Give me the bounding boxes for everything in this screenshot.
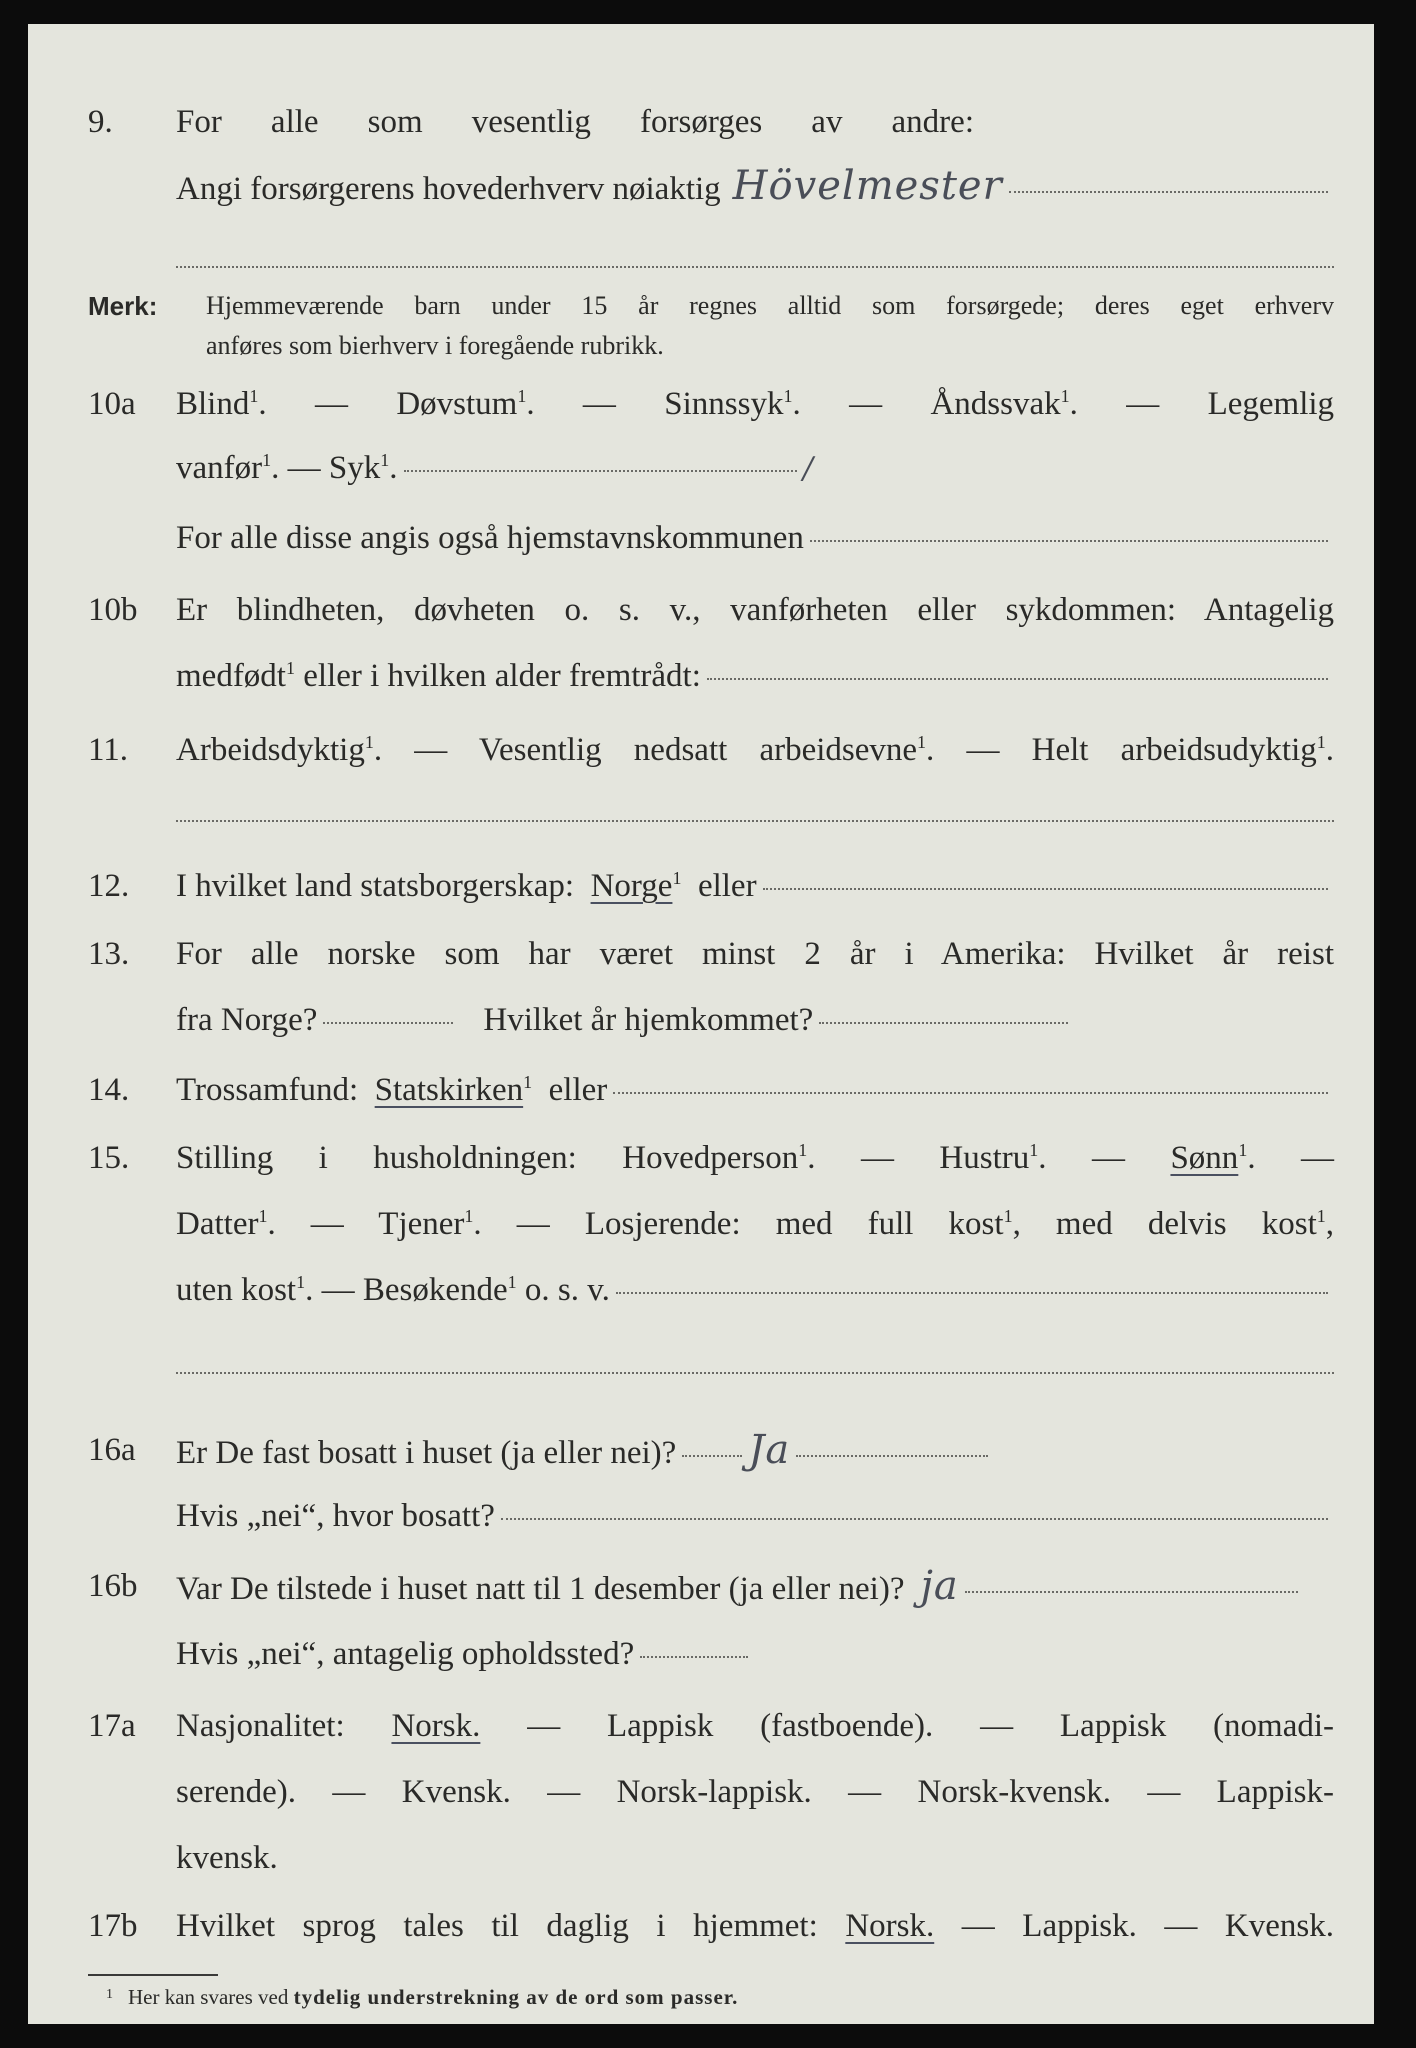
question-15	[28, 1132, 1374, 1184]
answer-line	[819, 1022, 1068, 1024]
note-text: Hjemmeværende barn under 15 år regnes alltid som forsørgede; deres eget erhverv	[206, 291, 1334, 320]
question-number: 11.	[88, 732, 129, 768]
question-17a	[28, 1700, 1374, 1752]
answer-line	[682, 1455, 742, 1457]
question-text: Arbeidsdyktig$^1$. — Vesentlig nedsatt arbeidsevne$^1$. — Helt arbeidsudyktig$^1$.	[176, 732, 1335, 768]
question-text: Nasjonalitet: Norsk. — Lappisk (fastboende). — Lappisk (nomadi-	[176, 1708, 1335, 1744]
question-10a-line3	[28, 512, 1374, 564]
answer-line	[323, 1022, 453, 1024]
question-13-line2	[28, 994, 1374, 1046]
census-form-page	[28, 24, 1374, 2024]
question-text: Datter$^1$. — Tjener$^1$. — Losjerende: med full kost$^1$, med delvis kost$^1$,	[176, 1206, 1334, 1242]
question-16a	[28, 1424, 1374, 1476]
answer-line	[404, 470, 797, 472]
question-14	[28, 1064, 1374, 1116]
question-number: 10b	[88, 592, 138, 628]
question-number: 13.	[88, 936, 130, 972]
question-text: For alle disse angis også hjemstavnskommunen	[176, 520, 804, 556]
question-text: vanfør$^1$. — Syk$^1$.	[176, 450, 398, 486]
question-text: I hvilket land statsborgerskap: Norge$^1$ eller	[176, 868, 757, 904]
underlined-choice: Norsk.	[845, 1908, 935, 1944]
answer-line	[501, 1518, 1328, 1520]
question-17b	[28, 1900, 1374, 1952]
question-text: Hvis „nei“, antagelig opholdssted?	[176, 1636, 635, 1672]
underlined-choice: Norsk.	[391, 1708, 481, 1744]
handwritten-mark: /	[802, 451, 814, 486]
question-text: Hvilket år hjemkommet?	[483, 1002, 814, 1038]
question-number: 17a	[88, 1708, 136, 1744]
answer-line	[707, 678, 1328, 680]
question-text: serende). — Kvensk. — Norsk-lappisk. — Norsk-kvensk. — Lappisk-	[176, 1774, 1334, 1810]
question-text: Blind$^1$. — Døvstum$^1$. — Sinnssyk$^1$. — Åndssvak$^1$. — Legemlig	[176, 386, 1335, 422]
question-text: medfødt$^1$ eller i hvilken alder fremtrådt:	[176, 658, 701, 694]
answer-line	[763, 888, 1328, 890]
question-text: Stilling i husholdningen: Hovedperson$^1$. — Hustru$^1$. — Sønn$^1$. —	[176, 1140, 1335, 1176]
question-10a	[28, 378, 1374, 430]
question-13	[28, 928, 1374, 980]
question-16b-line2	[28, 1628, 1374, 1680]
question-number: 16b	[88, 1568, 138, 1604]
question-text: uten kost$^1$. — Besøkende$^1$ o. s. v.	[176, 1272, 610, 1308]
footnote-rule	[88, 1974, 218, 1976]
footnote: 1 Her kan svares ved tydelig understrekning av de ord som passer.	[128, 1982, 738, 2012]
question-text: Angi forsørgerens hovederhverv nøiaktig	[176, 171, 721, 207]
handwritten-answer: ja	[920, 1563, 959, 1609]
question-text: For alle norske som har været minst 2 år i Amerika: Hvilket år reist	[176, 936, 1334, 972]
note-text: anføres som bierhverv i foregående rubrikk.	[206, 331, 664, 360]
question-9-line2	[28, 160, 1374, 212]
question-10a-line2	[28, 442, 1374, 494]
question-15-line3	[28, 1264, 1374, 1316]
question-number: 14.	[88, 1072, 130, 1108]
question-9	[28, 96, 1374, 148]
answer-line	[810, 540, 1328, 542]
question-text: fra Norge?	[176, 1002, 318, 1038]
question-number: 17b	[88, 1908, 138, 1944]
question-16b	[28, 1560, 1374, 1612]
handwritten-answer: Ja	[748, 1427, 791, 1473]
answer-line	[616, 1292, 1328, 1294]
question-text: Trossamfund: Statskirken$^1$ eller	[176, 1072, 608, 1108]
handwritten-answer: Hövelmester	[732, 163, 1003, 209]
question-17a-line3	[28, 1832, 1374, 1884]
answer-line	[613, 1092, 1328, 1094]
question-text: Er blindheten, døvheten o. s. v., vanførheten eller sykdommen: Antagelig	[176, 592, 1334, 628]
question-text: For alle som vesentlig forsørges av andre:	[176, 104, 974, 140]
note-label: Merk:	[88, 291, 158, 321]
underlined-choice: Norge	[590, 868, 673, 904]
underlined-choice: Statskirken	[374, 1072, 524, 1108]
answer-line	[640, 1656, 748, 1658]
answer-line	[1009, 191, 1328, 193]
answer-line	[965, 1591, 1298, 1593]
answer-line	[176, 1372, 1334, 1374]
question-text: Hvilket sprog tales til daglig i hjemmet: Norsk. — Lappisk. — Kvensk.	[176, 1908, 1334, 1944]
question-10b-line2	[28, 650, 1374, 702]
question-15-line2	[28, 1198, 1374, 1250]
question-text: kvensk.	[176, 1840, 278, 1876]
question-number: 10a	[88, 386, 136, 422]
question-10b	[28, 584, 1374, 636]
question-text: Er De fast bosatt i huset (ja eller nei)?	[176, 1435, 677, 1471]
footnote-mark: 1	[106, 1987, 113, 2002]
answer-line	[176, 820, 1334, 822]
question-number: 16a	[88, 1432, 136, 1468]
question-11	[28, 724, 1374, 776]
answer-line	[176, 266, 1334, 268]
question-12	[28, 860, 1374, 912]
question-text: Hvis „nei“, hvor bosatt?	[176, 1498, 495, 1534]
question-17a-line2	[28, 1766, 1374, 1818]
question-text: Var De tilstede i huset natt til 1 desember (ja eller nei)?	[176, 1571, 905, 1607]
question-number: 12.	[88, 868, 130, 904]
question-number: 15.	[88, 1140, 130, 1176]
question-16a-line2	[28, 1490, 1374, 1542]
underlined-choice: Sønn	[1170, 1140, 1239, 1176]
question-number: 9.	[88, 104, 113, 140]
answer-line	[796, 1455, 988, 1457]
